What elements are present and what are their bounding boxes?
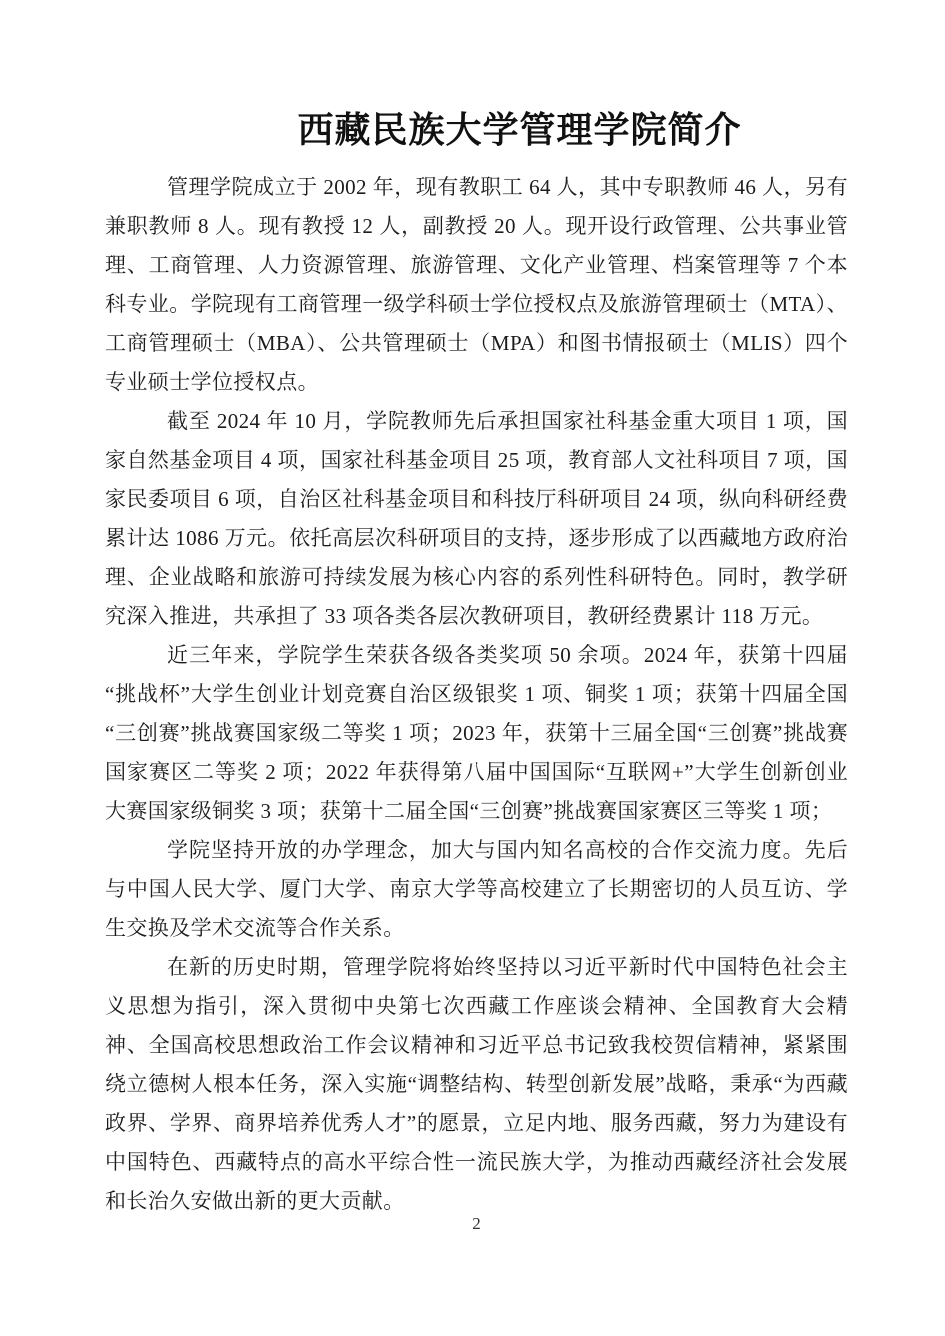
body-paragraph-vision: 在新的历史时期，管理学院将始终坚持以习近平新时代中国特色社会主义思想为指引，深入贯彻中央第七次西藏工作座谈会精神、全国教育大会精神、全国高校思想政治工作会议精神和习近平总书记致我校贺信精神，紧紧围绕立德树人根本任务，深入实施“调整结构、转型创新发展”战略，秉承“为西藏政界、学界、商界培养优秀人才”的愿景，立足内地、服务西藏，努力为建设有中国特色、西藏特点的高水平综合性一流民族大学，为推动西藏经济社会发展和长治久安做出新的更大贡献。 <box>105 955 848 1213</box>
document-title: 西藏民族大学管理学院简介 <box>297 110 742 150</box>
body-paragraph-intro: 管理学院成立于 2002 年，现有教职工 64 人，其中专职教师 46 人，另有兼职教师 8 人。现有教授 12 人，副教授 20 人。现开设行政管理、公共事业管理、工商管理、人力资源管理、旅游管理、文化产业管理、档案管理等 7 个本科专业。学院现有工商管理一级学科硕士学位授权点及旅游管理硕士（MTA）、工商管理硕士（MBA）、公共管理硕士（MPA）和图书情报硕士（MLIS）四个专业硕士学位授权点。 <box>105 175 848 394</box>
body-paragraph-research: 截至 2024 年 10 月，学院教师先后承担国家社科基金重大项目 1 项，国家自然基金项目 4 项，国家社科基金项目 25 项，教育部人文社科项目 7 项，国家民委项目 6 项，自治区社科基金项目和科技厅科研项目 24 项，纵向科研经费累计达 1086 万元。依托高层次科研项目的支持，逐步形成了以西藏地方政府治理、企业战略和旅游可持续发展为核心内容的系列性科研特色。同时，教学研究深入推进，共承担了 33 项各类各层次教研项目，教研经费累计 118 万元。 <box>105 409 848 628</box>
document-body <box>105 168 848 1221</box>
body-paragraph-student-awards: 近三年来，学院学生荣获各级各类奖项 50 余项。2024 年，获第十四届“挑战杯”大学生创业计划竞赛自治区级银奖 1 项、铜奖 1 项；获第十四届全国“三创赛”挑战赛国家级二等奖 1 项；2023 年，获第十三届全国“三创赛”挑战赛国家赛区二等奖 2 项；2022 年获得第八届中国国际“互联网+”大学生创新创业大赛国家级铜奖 3 项；获第十二届全国“三创赛”挑战赛国家赛区三等奖 1 项； <box>105 643 848 823</box>
body-paragraph-cooperation: 学院坚持开放的办学理念，加大与国内知名高校的合作交流力度。先后与中国人民大学、厦门大学、南京大学等高校建立了长期密切的人员互访、学生交换及学术交流等合作关系。 <box>105 838 848 940</box>
page-number: 2 <box>472 1214 481 1233</box>
